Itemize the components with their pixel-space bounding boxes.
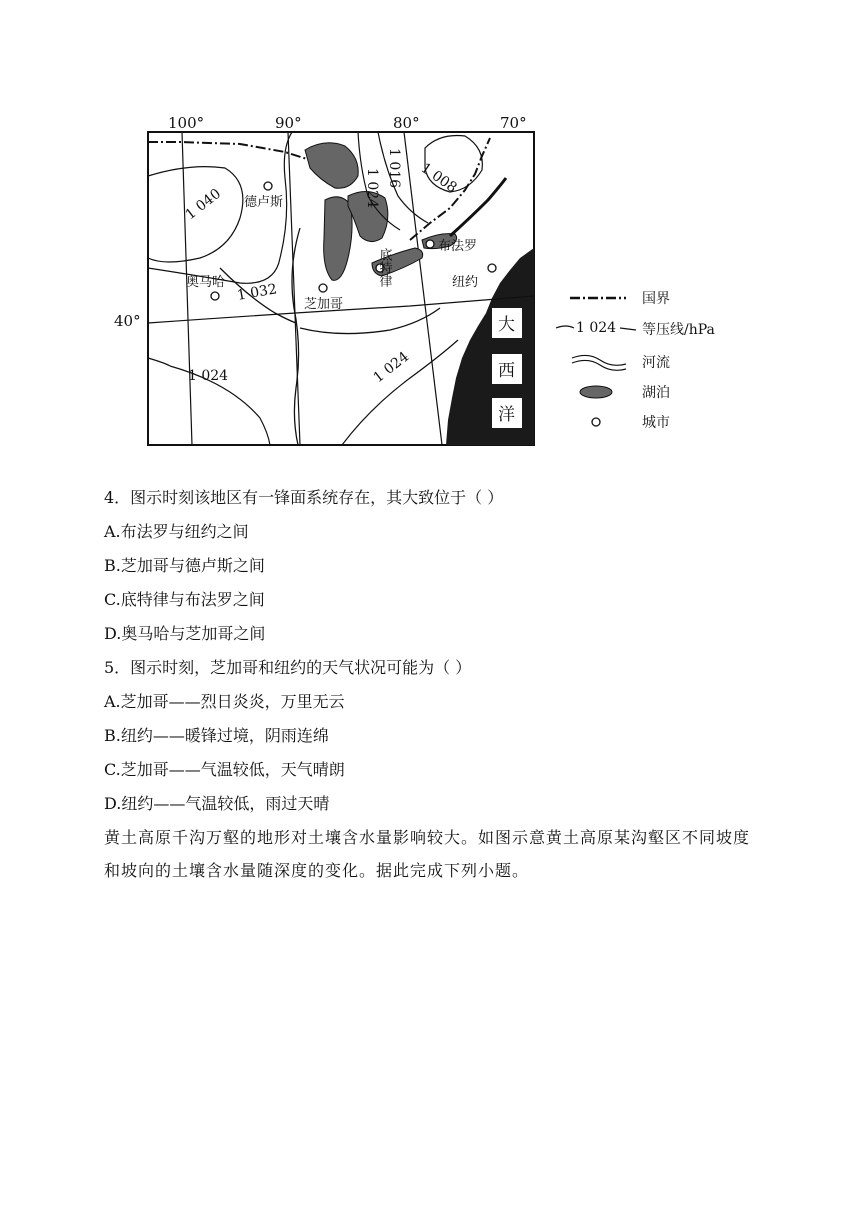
legend-label: 国界 bbox=[642, 291, 670, 307]
city-label: 纽约 bbox=[452, 275, 479, 290]
ocean-label: 西 bbox=[498, 361, 515, 381]
city-marker bbox=[211, 292, 219, 300]
longitude-label: 100° bbox=[168, 114, 205, 132]
answer-option: D.纽约——气温较低，雨过天晴 bbox=[104, 794, 330, 813]
longitude-line bbox=[288, 132, 300, 445]
isobar-value-label: 1 024 bbox=[188, 368, 229, 384]
answer-option: A.布法罗与纽约之间 bbox=[104, 522, 249, 541]
answer-option: B.纽约——暖锋过境，阴雨连绵 bbox=[104, 726, 329, 745]
city-label: 芝加哥 bbox=[304, 297, 344, 312]
weather-map-figure bbox=[110, 108, 750, 453]
question-block bbox=[104, 481, 764, 887]
longitude-label: 80° bbox=[393, 114, 420, 132]
isobar-1024-west bbox=[148, 358, 170, 366]
city-marker bbox=[264, 182, 272, 190]
longitude-label: 70° bbox=[500, 114, 527, 132]
latitude-label: 40° bbox=[114, 312, 141, 330]
legend-label: 河流 bbox=[642, 355, 670, 371]
city-marker bbox=[319, 284, 327, 292]
isobar-value-label: 1 008 bbox=[417, 160, 460, 197]
legend-label: 等压线/hPa bbox=[642, 322, 715, 338]
legend-lake-symbol bbox=[580, 386, 612, 398]
answer-option: C.底特律与布法罗之间 bbox=[104, 590, 265, 609]
st-lawrence-river bbox=[450, 178, 506, 236]
answer-option: D.奥马哈与芝加哥之间 bbox=[104, 624, 266, 643]
ocean-label: 大 bbox=[498, 315, 515, 335]
isobar-value-label: 1 016 bbox=[386, 148, 402, 189]
legend-label: 城市 bbox=[642, 415, 670, 431]
city-marker bbox=[426, 240, 434, 248]
isobar-value-label: 1 040 bbox=[182, 185, 225, 224]
longitude-label: 90° bbox=[275, 114, 302, 132]
ocean-label: 洋 bbox=[498, 405, 515, 425]
isobar-value-label: 1 024 bbox=[370, 348, 413, 387]
isobar-value-label: 1 032 bbox=[235, 281, 279, 304]
city-label: 布法罗 bbox=[438, 239, 478, 254]
city-marker bbox=[488, 264, 496, 272]
city-label: 德卢斯 bbox=[244, 195, 284, 210]
answer-option: B.芝加哥与德卢斯之间 bbox=[104, 556, 265, 575]
answer-option: A.芝加哥——烈日炎炎，万里无云 bbox=[104, 692, 345, 711]
legend-label: 湖泊 bbox=[642, 385, 670, 401]
answer-option: C.芝加哥——气温较低，天气晴朗 bbox=[104, 760, 345, 779]
city-label: 奥马哈 bbox=[186, 275, 226, 290]
legend-isobar-symbol bbox=[556, 326, 574, 328]
city-label: 底特律 bbox=[376, 248, 392, 287]
question-stem: 4．图示时刻该地区有一锋面系统存在，其大致位于（ ） bbox=[104, 488, 504, 507]
lake-michigan bbox=[324, 197, 352, 281]
question-stem: 5．图示时刻，芝加哥和纽约的天气状况可能为（ ） bbox=[104, 658, 472, 677]
legend-isobar-symbol bbox=[620, 328, 636, 330]
legend-city-symbol bbox=[592, 418, 600, 426]
map-legend bbox=[556, 291, 715, 431]
legend-isobar-value: 1 024 bbox=[576, 320, 617, 336]
isobar-value-label: 1 024 bbox=[364, 168, 380, 209]
intro-paragraph: 黄土高原千沟万壑的地形对土壤含水量影响较大。如图示意黄土高原某沟壑区不同坡度和坡向的土壤含水量随深度的变化。据此完成下列小题。 bbox=[104, 828, 751, 880]
weather-map-svg bbox=[110, 108, 750, 453]
lake-superior bbox=[305, 143, 358, 188]
